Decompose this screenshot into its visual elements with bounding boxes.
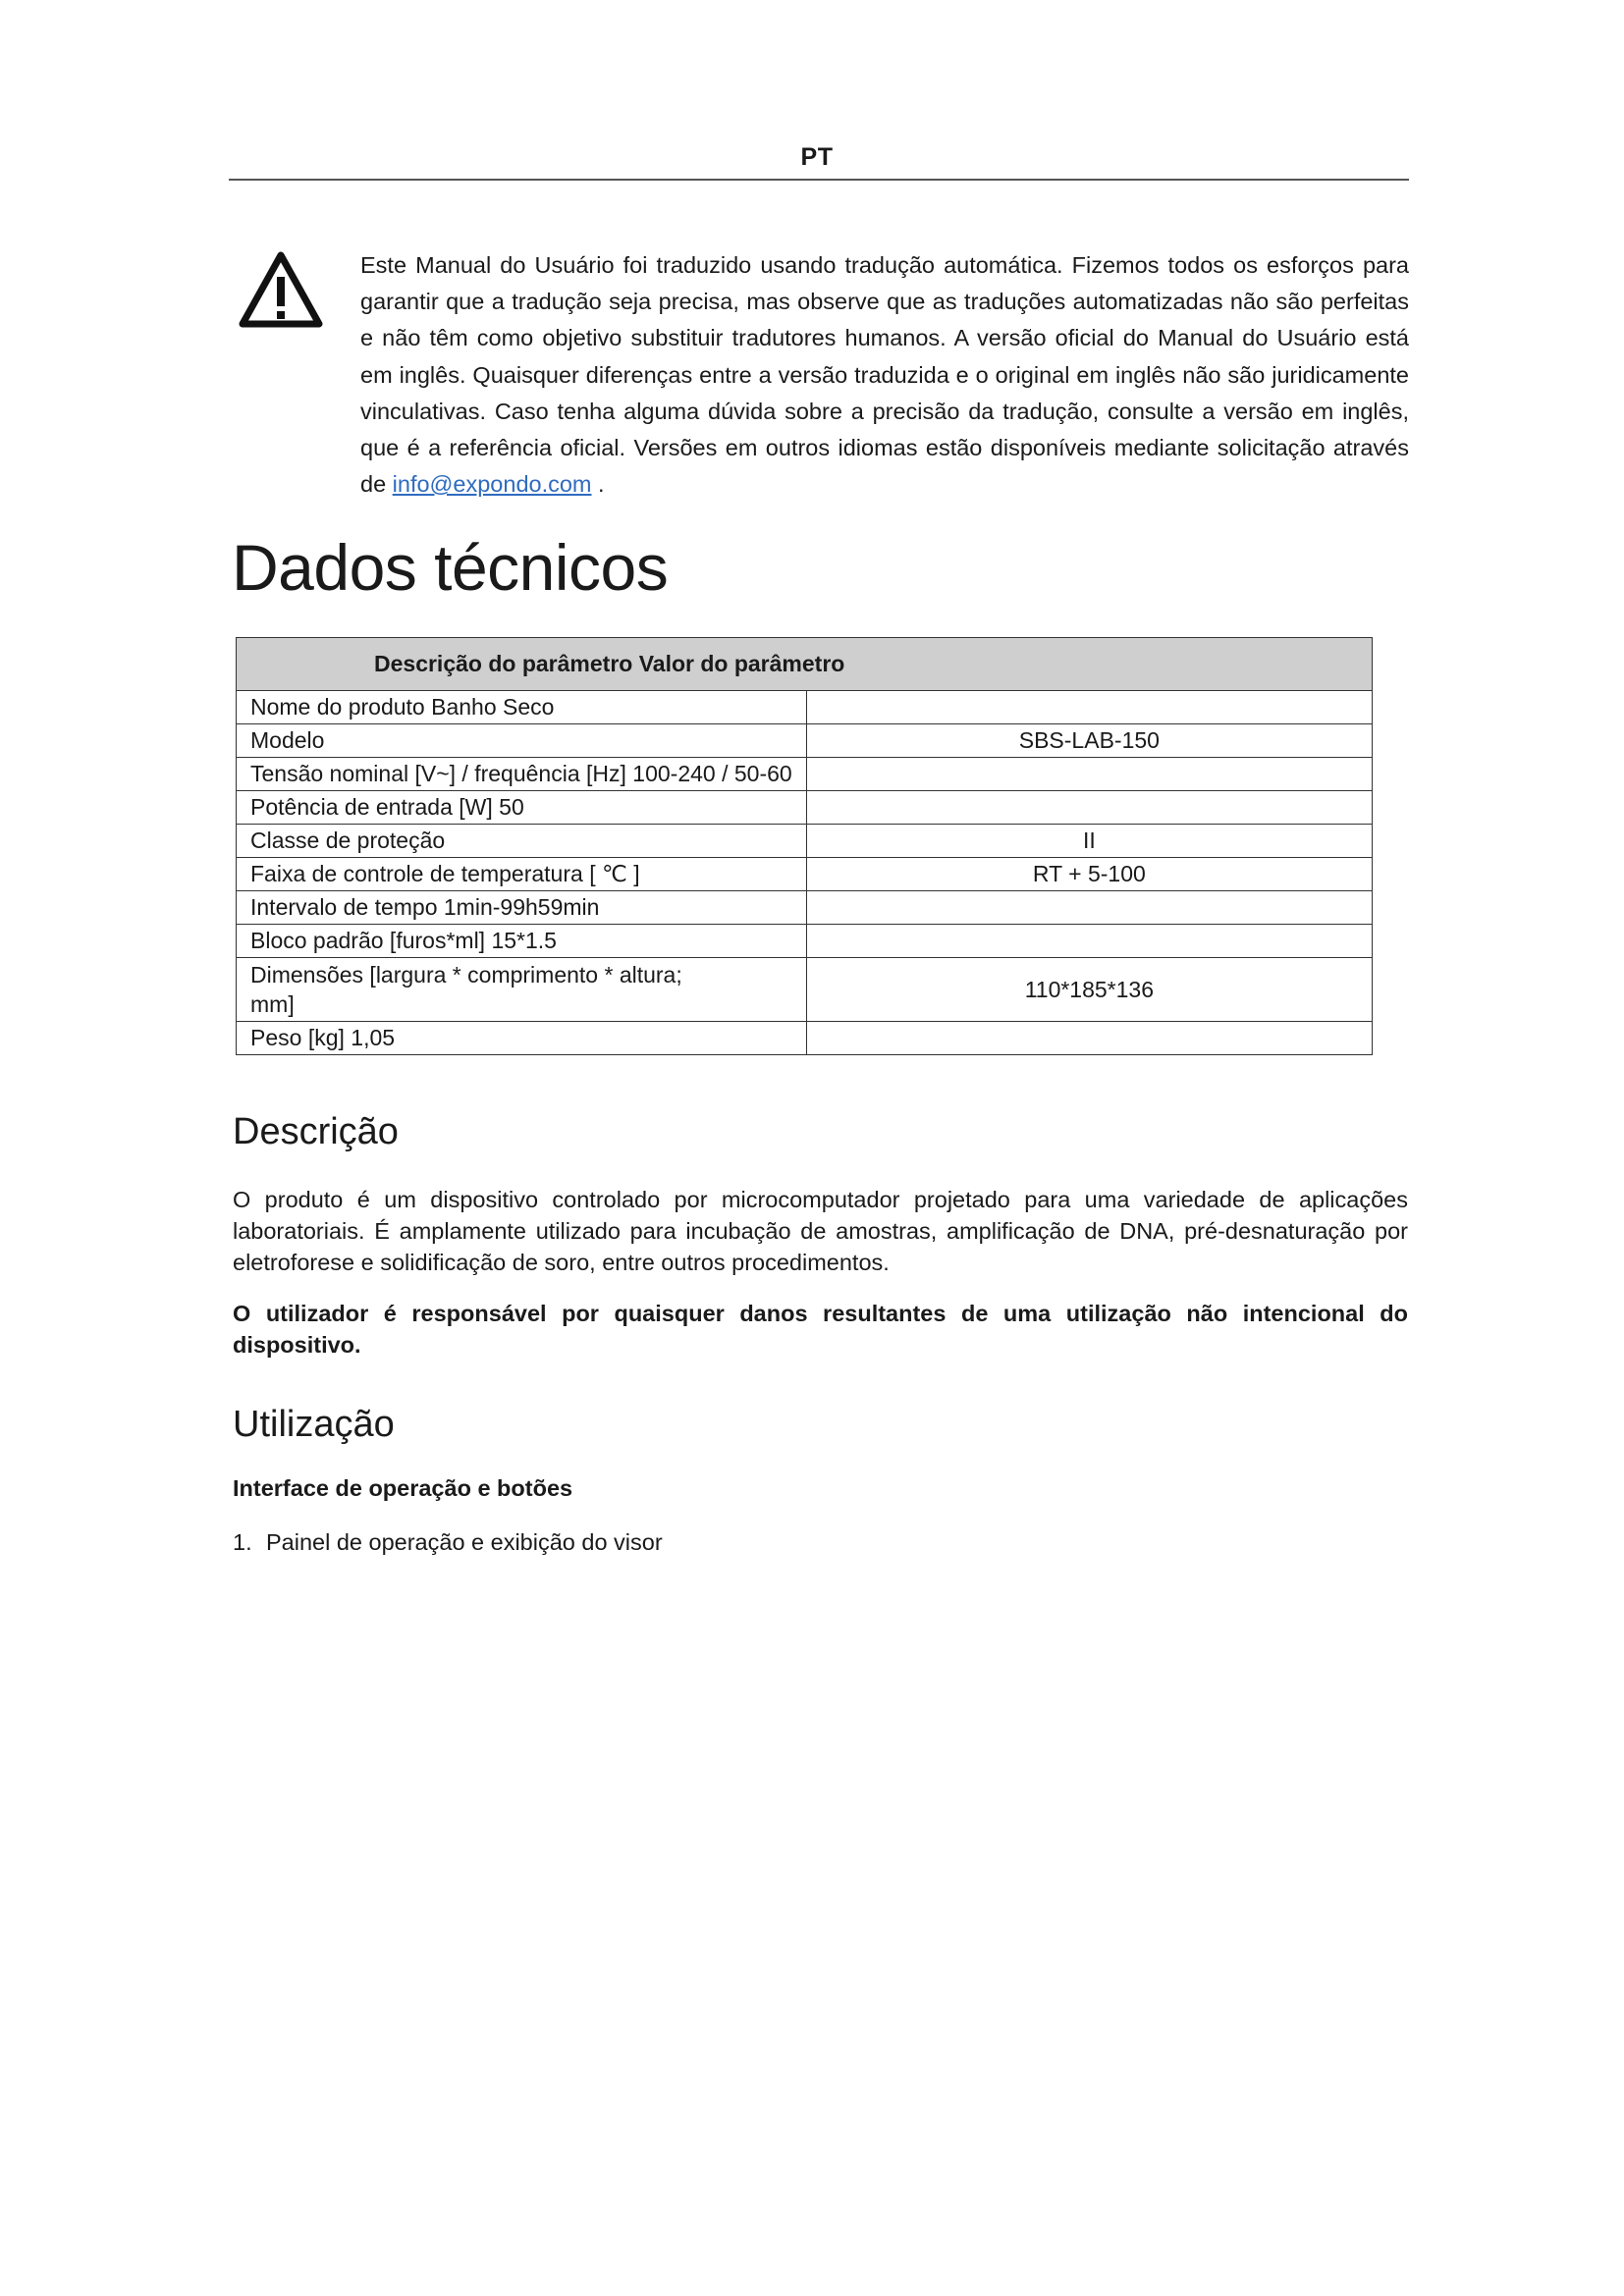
- param-cell: Bloco padrão [furos*ml] 15*1.5: [237, 925, 807, 958]
- technical-data-table: [236, 637, 1373, 1055]
- misuse-warning: O utilizador é responsável por quaisquer danos resultantes de uma utilização não intencional do dispositivo.: [233, 1301, 1408, 1358]
- param-cell: Faixa de controle de temperatura [ ℃ ]: [237, 858, 807, 891]
- warning-icon: [239, 251, 323, 330]
- param-cell: Potência de entrada [W] 50: [237, 791, 807, 825]
- param-cell: Modelo: [237, 724, 807, 758]
- table-row: [237, 925, 1373, 958]
- value-cell: II: [806, 825, 1372, 858]
- contact-email-link[interactable]: info@expondo.com: [392, 471, 592, 498]
- table-header: Descrição do parâmetro Valor do parâmetro: [237, 638, 1373, 691]
- param-cell: Dimensões [largura * comprimento * altura; mm]: [237, 958, 807, 1022]
- translation-notice: [360, 247, 1409, 503]
- param-cell: Intervalo de tempo 1min-99h59min: [237, 891, 807, 925]
- header-language-code: PT: [800, 143, 834, 171]
- value-cell: [806, 925, 1372, 958]
- notice-text-end: .: [591, 471, 605, 498]
- page-title: Dados técnicos: [232, 531, 669, 604]
- table-row: [237, 791, 1373, 825]
- table-row: [237, 691, 1373, 724]
- value-cell: RT + 5-100: [806, 858, 1372, 891]
- param-cell: Nome do produto Banho Seco: [237, 691, 807, 724]
- value-cell: 110*185*136: [806, 958, 1372, 1022]
- header-divider: [229, 179, 1409, 181]
- param-cell: Peso [kg] 1,05: [237, 1022, 807, 1055]
- value-cell: [806, 891, 1372, 925]
- param-cell: Classe de proteção: [237, 825, 807, 858]
- table-row: [237, 958, 1373, 1022]
- table-row: [237, 758, 1373, 791]
- value-cell: [806, 758, 1372, 791]
- table-row: [237, 858, 1373, 891]
- usage-heading: Utilização: [233, 1404, 395, 1445]
- table-header-row: [237, 638, 1373, 691]
- value-cell: [806, 1022, 1372, 1055]
- value-cell: [806, 691, 1372, 724]
- param-cell: Tensão nominal [V~] / frequência [Hz] 100-240 / 50-60: [237, 758, 807, 791]
- value-cell: SBS-LAB-150: [806, 724, 1372, 758]
- table-row: [237, 1022, 1373, 1055]
- value-cell: [806, 791, 1372, 825]
- list-item: 1. Painel de operação e exibição do visor: [233, 1529, 663, 1555]
- table-row: [237, 724, 1373, 758]
- table-row: [237, 891, 1373, 925]
- table-row: [237, 825, 1373, 858]
- usage-subheading: Interface de operação e botões: [233, 1475, 573, 1501]
- description-heading: Descrição: [233, 1111, 399, 1152]
- description-paragraph: O produto é um dispositivo controlado por microcomputador projetado para uma variedade de aplicações laboratoriais. É amplamente utilizado para incubação de amostras, amplificação de DNA, pré-desnaturação por eletroforese e solidificação de soro, entre outros procedimentos.: [233, 1187, 1408, 1275]
- notice-text: Este Manual do Usuário foi traduzido usando tradução automática. Fizemos todos os esforços para garantir que a tradução seja precisa, mas observe que as traduções automatizadas não são perfeitas e não têm como objetivo substituir tradutores humanos. A versão oficial do Manual do Usuário está em inglês. Quaisquer diferenças entre a versão traduzida e o original em inglês não são juridicamente vinculativas. Caso tenha alguma dúvida sobre a precisão da tradução, consulte a versão em inglês, que é a referência oficial. Versões em outros idiomas estão disponíveis mediante solicitação através de: [360, 252, 1409, 498]
